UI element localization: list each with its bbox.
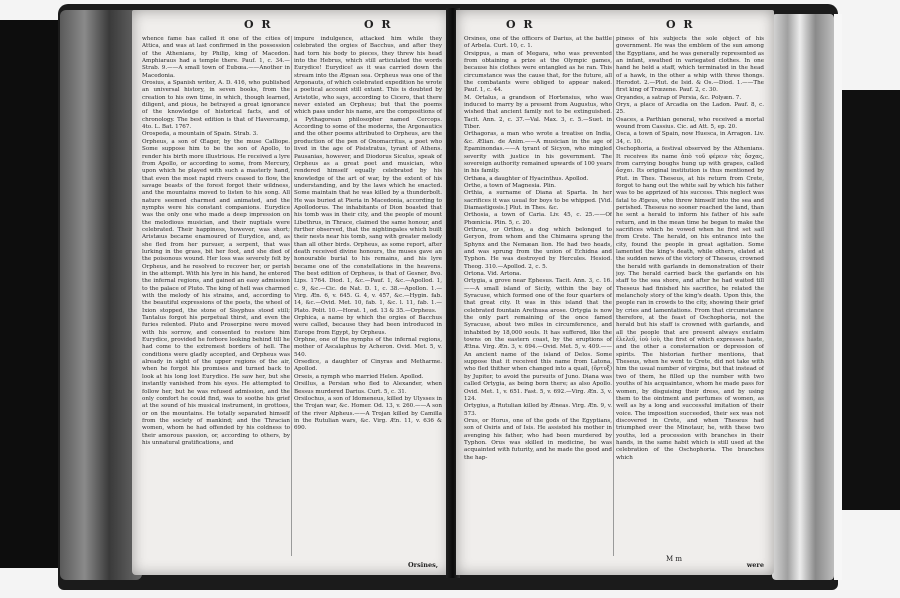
entry-paragraph: Osca, a town of Spain, now Huesca, in Arragon. Liv. 34, c. 10. (616, 131, 764, 145)
signature-mark: M m (666, 555, 683, 563)
right-margin-strip (834, 14, 842, 580)
entry-paragraph: Orsilochus, a son of Idomeneus, killed by Ulysses in the Trojan war, &c. Homer. Od. 13, v. 260.——A son of the river Alpheus.——A Trojan killed by Camilla in the Rutulian wars, &c. Virg. Æn. 11, v. 636 & 690. (294, 395, 442, 432)
left-catchword: Orsines, (408, 561, 438, 569)
left-page (132, 10, 450, 575)
entry-paragraph: Orthia, a surname of Diana at Sparta. In her sacrifices it was usual for boys to be whipped. [Vid. Diamastigosis.] Plut. in Thes. &c. (464, 190, 612, 211)
entry-paragraph: M. Ortalus, a grandson of Hortensius, who was induced to marry by a present from Augustus, who wished that ancient family not to be extinguished. Tacit. Ann. 2, c. 37.—Val. Max. 3, c. 5.—Suet. in Tiber. (464, 94, 612, 131)
left-header-1: O R (244, 18, 273, 31)
entry-paragraph: piness of his subjects the sole object of his government. He was the emblem of the sun among the Egyptians, and he was generally represented as an infant, swathed in variegated clothes. In one hand he held a staff, which terminated in the head of a hawk, in the other a whip with three thongs. Herodot. 2.—Plut. de Isid. & Os.—Diod. 1.——The first king of Trœzene. Pauf. 2, c. 30. (616, 36, 764, 94)
entry-paragraph: Orpheus, a son of Œager, by the muse Calliope. Some suppose him to be the son of Apollo, to render his birth more illustrious. He received a lyre from Apollo, or according to some, from Mercury, upon which he played with such a masterly hand, that even the most rapid rivers ceased to flow, the savage beasts of the forest forgot their wildness, and the mountains moved to listen to his song. All nature seemed charmed and animated, and the nymphs were his constant companions. Eurydice was the only one who made a deep impression on the melodious musician, and their nuptials were celebrated. Their happiness, however, was short; Aristæus became enamoured of Eurydice, and, as she fled from her pursuer, a serpent, that was lurking in the grass, bit her foot, and she died of the poisonous wound. Her loss was severely felt by Orpheus, and he resolved to recover her, or perish in the attempt. With his lyre in his hand, he entered the infernal regions, and gained an easy admission to the palace of Pluto. The king of hell was charmed with the melody of his strains, and, according to the beautiful expressions of the poets, the wheel of Ixion stopped, the stone of Sisyphus stood still; Tantalus forgot his perpetual thirst, and even the furies relented. Pluto and Proserpine were moved with his sorrow, and consented to restore him Eurydice, provided he forbore looking behind till he had come to the extremest borders of hell. The conditions were gladly accepted, and Orpheus was already in sight of the upper regions of the air, when he forgot his promises and turned back to look at his long lost Eurydice. He saw her, but she instantly vanished from his eyes. He attempted to follow her, but he was refused admission, and the only comfort he could find, was to soothe his grief at the sound of his musical instrument, in grottoes, or on the mountains. He totally separated himself from the society of mankind; and the Thracian women, whom he had offended by his coldness to their amorous passion, or, according to others, by his unnatural gratifications, and (142, 138, 290, 446)
entry-paragraph: Ortona. Vid. Artona. (464, 271, 522, 277)
entry-paragraph: whence fame has called it one of the cities of Attica, and was at last confirmed in the possession of the Athenians, by Philip, king of Macedon. Amphiaraus had a temple there. Pauf. 1, c. 34.—Strab. 9.——A small town of Eubœa.——Another in Macedonia. (142, 36, 290, 79)
right-page-block-edge (772, 14, 834, 580)
entry-paragraph: Oryx, a place of Arcadia on the Ladon. Pauf. 8, c. 25. (616, 102, 764, 116)
entry-paragraph: Orosius, a Spanish writer, A. D. 416, who published an universal history, in seven books, from the creation to his own time, in which, though learned, diligent, and pious, he betrayed a great ignorance of the knowledge of historical facts, and of chronology. The best edition is that of Havercamp, 4to. L. Bat. 1767. (142, 80, 290, 131)
entry-paragraph: Orseis, a nymph who married Helen. Apollod. (294, 373, 424, 380)
column-divider (291, 36, 292, 556)
entry-paragraph: Orus, or Horus, one of the gods of the Egyptians, son of Osiris and of Isis. He assisted his mother in avenging his father, who had been murdered by Typhon. Orus was skilled in medicine, he was acquainted with futurity, and he made the good and the hap- (464, 417, 612, 461)
left-column-2 (294, 36, 442, 568)
entry-paragraph: Orphica, a name by which the orgies of Bacchus were called, because they had been introduced in Europe from Egypt, by Orpheus. (294, 315, 442, 336)
right-header-2: O R (666, 18, 695, 31)
entry-paragraph: Orthe, a town of Magnesia. Plin. (464, 182, 556, 189)
right-running-header (456, 18, 774, 34)
column-divider (613, 36, 614, 556)
entry-paragraph: Oryandes, a satrap of Persia, &c. Polyæn. 7. (616, 94, 742, 101)
entry-paragraph: Orsedice, a daughter of Cinyras and Metharme. Apollod. (294, 359, 442, 373)
entry-paragraph: Orsillus, a Persian who fled to Alexander, when Bessus murdered Darius. Curt. 5, c. 31. (294, 381, 442, 395)
right-column-1 (464, 36, 612, 568)
left-column-1 (142, 36, 290, 568)
entry-paragraph: Orsippus, a man of Megara, who was prevented from obtaining a prize at the Olympic games, because his clothes were entangled as he ran. This circumstance was the cause that, for the future, all the combatants were obliged to appear naked. Pauf. 1, c. 44. (464, 50, 612, 94)
entry-paragraph: Orphne, one of the nymphs of the infernal regions, mother of Ascalaphus by Acheron. Ovid. Met. 5, v. 540. (294, 337, 442, 358)
left-header-2: O R (364, 18, 393, 31)
entry-paragraph: Orthrus, or Orthos, a dog which belonged to Geryon, from whom and the Chimæra sprung the Sphynx and the Nemæan lion. He had two heads, and was sprung from the union of Echidna and Typhon. He was destroyed by Hercules. Hesiod. Theog. 310.—Apollod. 2, c. 5. (464, 226, 612, 270)
right-page (456, 10, 774, 575)
right-column-2 (616, 36, 764, 568)
entry-paragraph: Orospeda, a mountain of Spain. Strab. 3. (142, 131, 259, 138)
entry-paragraph: Osaces, a Parthian general, who received a mortal wound from Cassius. Cic. ad Att. 5, ep. 20. (616, 116, 764, 131)
right-header-1: O R (506, 18, 535, 31)
entry-paragraph: Orsines, one of the officers of Darius, at the battle of Arbela. Curt. 10, c. 1. (464, 36, 612, 50)
entry-paragraph: Orthæa, a daughter of Hyacinthus. Apollod. (464, 175, 589, 182)
entry-paragraph: Ortygius, a Rutulian killed by Æneas. Virg. Æn. 9, v. 573. (464, 403, 612, 417)
entry-paragraph: Oschophoria, a festival observed by the Athenians. It receives its name ἀπὸ τοῦ φέρειν τὰς ὄσχας, from carrying boughs hung up with grapes, called ὄσχαι. Its original institution is thus mentioned by Plut. in Thes. Theseus, at his return from Crete, forgot to hang out the white sail by which his father was to be apprized of his success. This neglect was fatal to Ægeus, who threw himself into the sea and perished. Theseus no sooner reached the land, than he sent a herald to inform his father of his safe return, and in the mean time he began to make the sacrifices which he vowed when he first set sail from Crete. The herald, on his entrance into the city, found the people in great agitation. Some lamented the king's death, while others, elated at the sudden news of the victory of Theseus, crowned the herald with garlands in demonstration of their joy. The herald carried back the garlands on his staff to the sea shore, and after he had waited till Theseus had finished his sacrifice, he related the melancholy story of the king's death. Upon this, the people ran in crowds to the city, showing their grief by cries and lamentations. From that circumstance therefore, at the feast of Oschophoria, not the herald but his staff is crowned with garlands, and all the people that are present always exclaim ἐλελεῦ, ἰοὺ ἰοὺ, the first of which expresses haste, and the other a consternation or depression of spirits. The historian further mentions, that Theseus, when he went to Crete, did not take with him the usual number of virgins, but that instead of two of them, he filled up the number with two youths of his acquaintance, whom he made pass for women, by disguising their dress, and by using them to the ointment and perfumes of women, as well as by a long and successful imitation of their voice. The imposition succeeded, their sex was not discovered in Crete, and when Theseus had triumphed over the Minotaur, he, with these two youths, led a procession with branches in their hands, in the same habit which is still used at the celebration of the Oschophoria. The branches which (616, 146, 764, 461)
entry-paragraph: Orthagoras, a man who wrote a treatise on India, &c. Ælian. de Anim.——A musician in the age of Epaminondas.——A tyrant of Sicyon, who mingled severity with justice in his government. The sovereign authority remained upwards of 100 years in his family. (464, 131, 612, 175)
right-catchword: were (746, 561, 764, 569)
entry-paragraph: Orthosia, a town of Caria. Liv. 45, c. 25.——Of Phœnicia. Plin. 5, c. 20. (464, 212, 612, 226)
left-running-header (132, 18, 450, 34)
entry-paragraph: impure indulgence, attacked him while they celebrated the orgies of Bacchus, and after they had torn his body to pieces, they threw his head into the Hebrus, which still articulated the words Eurydice! Eurydice! as it was carried down the stream into the Ægean sea. Orpheus was one of the Argonauts, of which celebrated expedition he wrote a poetical account still extant. This is doubted by Aristotle, who says, according to Cicero, that there never existed an Orpheus; but that the poems which pass under his name, are the compositions of a Pythagorean philosopher named Cercops. According to some of the moderns, the Argonautics and the other poems attributed to Orpheus, are the production of the pen of Onomacritus, a poet who lived in the age of Pisistratus, tyrant of Athens. Pausanias, however, and Diodorus Siculus, speak of Orpheus as a great poet and musician, who rendered himself equally celebrated by his knowledge of the art of war, by the extent of his understanding, and by the laws which he enacted. Some maintain that he was killed by a thunderbolt. He was buried at Pieria in Macedonia, according to Apollodorus. The inhabitants of Dion boasted that his tomb was in their city, and the people of mount Libethrus, in Thrace, claimed the same honour, and further observed, that the nightingales which built their nests near his tomb, sang with greater melody than all other birds. Orpheus, as some report, after death received divine honours, the muses gave an honourable burial to his remains, and his lyre became one of the constellations in the heavens. The best edition of Orpheus, is that of Gesner, 8vo. Lips. 1764. Diod. 1, &c.—Pauf. 1, &c.—Apollod. 1, c. 9, &c.—Cic. de Nat. D. 1, c. 38.—Apollon. 1.—Virg. Æn. 6, v. 645. G. 4, v. 457, &c.—Hygin. fab. 14, &c.—Ovid. Met. 10, fab. 1, &c. l. 11, fab. 1.—Plato. Polit. 10.—Horat. 1, od. 13 & 35.—Orpheus. (294, 36, 442, 314)
entry-paragraph: Ortygia, a grove near Ephesus. Tacit. Ann. 3, c. 16.——A small island of Sicily, within the bay of Syracuse, which formed one of the four quarters of that great city. It was in this island that the celebrated fountain Arethusa arose. Ortygia is now the only part remaining of the once famed Syracuse, about two miles in circumference, and inhabited by 18,000 souls. It has suffered, like the towns on the eastern coast, by the eruptions of Ætna. Virg. Æn. 3, v. 694.—Ovid. Met. 5, v. 409.——An ancient name of the island of Delos. Some suppose that it received this name from Latona, who fled thither when changed into a quail, (ὄρτυξ) by Jupiter, to avoid the pursuits of Juno. Diana was called Ortygia, as being born there; as also Apollo. Ovid. Met. 1, v. 651. Fast. 5, v. 692.—Virg. Æn. 3, v. 124. (464, 278, 612, 402)
left-cover-edge (60, 10, 142, 580)
